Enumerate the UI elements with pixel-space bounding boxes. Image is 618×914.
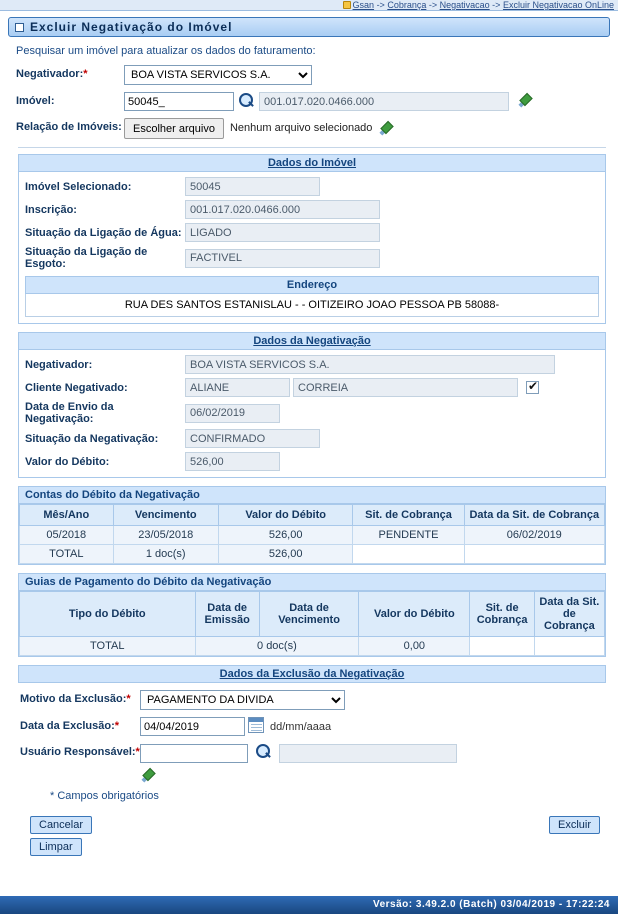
imovel-label: Imóvel: — [16, 95, 55, 107]
guias-pagamento-table-wrap — [18, 573, 606, 657]
breadcrumb-item-cobranca[interactable]: Cobrança — [387, 0, 427, 10]
cell: 526,00 — [218, 545, 353, 564]
dados-imovel-row-0 — [25, 177, 599, 196]
breadcrumb-sep-2: -> — [426, 0, 440, 10]
file-status-text: Nenhum arquivo selecionado — [229, 122, 373, 134]
cell: 06/02/2019 — [464, 526, 604, 545]
data-exclusao-label: Data da Exclusão:* — [20, 720, 120, 732]
calendar-icon[interactable] — [248, 717, 264, 733]
search-icon-usuario[interactable] — [255, 743, 272, 760]
left-buttons — [30, 816, 92, 860]
cell: TOTAL — [20, 637, 196, 656]
usuario-nome-display — [279, 744, 457, 763]
usuario-responsavel-row — [20, 743, 604, 783]
data-exclusao-row — [20, 717, 604, 736]
breadcrumb — [0, 0, 618, 11]
intro-text: Pesquisar um imóvel para atualizar os dados do faturamento: — [16, 45, 316, 57]
imovel-inscricao-display — [259, 92, 509, 111]
negativacao-row-1 — [25, 378, 599, 397]
relacao-imoveis-label: Relação de Imóveis: — [16, 121, 122, 133]
table-header-row — [20, 505, 605, 526]
label: Data de Envio da Negativação: — [25, 401, 114, 425]
dados-imovel-row-1 — [25, 200, 599, 219]
dados-imovel-panel — [18, 172, 606, 324]
contas-debito-table — [19, 504, 605, 564]
required-mark: * — [126, 693, 131, 705]
negativador-value — [185, 355, 555, 374]
situacao-negativacao-value — [185, 429, 320, 448]
gsan-icon — [343, 1, 351, 9]
cell — [534, 637, 604, 656]
label: Negativador: — [25, 358, 93, 371]
data-exclusao-input[interactable] — [140, 717, 245, 736]
cancel-button[interactable]: Cancelar — [30, 816, 92, 834]
guias-pagamento-title: Guias de Pagamento do Débito da Negativação — [19, 574, 605, 591]
motivo-exclusao-row — [20, 690, 604, 710]
required-fields-note: * Campos obrigatórios — [50, 789, 159, 802]
search-icon[interactable] — [238, 92, 255, 109]
breadcrumb-sep-1: -> — [374, 0, 388, 10]
pencil-icon-2[interactable] — [378, 120, 394, 136]
cliente-negativado-checkbox[interactable] — [526, 381, 539, 394]
label: Valor do Débito: — [25, 455, 110, 468]
negativacao-row-2 — [25, 401, 599, 425]
endereco-title: Endereço — [25, 276, 599, 294]
col-valor-debito: Valor do Débito — [218, 505, 353, 526]
situacao-agua-value — [185, 223, 380, 242]
right-buttons — [549, 816, 600, 834]
exclusao-panel — [16, 683, 608, 802]
contas-debito-table-wrap — [18, 486, 606, 565]
cell — [464, 545, 604, 564]
window-icon — [15, 23, 24, 32]
footer-version: Versão: 3.49.2.0 (Batch) 03/04/2019 - 17:22:24 — [0, 896, 618, 914]
main-content — [0, 37, 618, 860]
guias-pagamento-table — [19, 591, 605, 656]
motivo-exclusao-label: Motivo da Exclusão:* — [20, 693, 131, 705]
page-title: Excluir Negativação do Imóvel — [30, 20, 233, 34]
endereco-value: RUA DES SANTOS ESTANISLAU - - OITIZEIRO JOAO PESSOA PB 58088- — [25, 294, 599, 317]
negativacao-row-0 — [25, 355, 599, 374]
contas-debito-title: Contas do Débito da Negativação — [19, 487, 605, 504]
label: Cliente Negativado: — [25, 381, 128, 394]
cell: 1 doc(s) — [113, 545, 218, 564]
usuario-responsavel-label: Usuário Responsável:* — [20, 746, 140, 758]
usuario-pencil-wrap — [140, 767, 457, 783]
col-sit-cobranca: Sit. de Cobrança — [470, 592, 534, 637]
negativador-label: Negativador:* — [16, 68, 88, 80]
usuario-responsavel-input[interactable] — [140, 744, 248, 763]
negativador-row — [16, 65, 608, 85]
dados-imovel-row-3 — [25, 246, 599, 270]
table-row — [20, 526, 605, 545]
button-bar — [30, 816, 600, 860]
cell: 0,00 — [359, 637, 470, 656]
col-mes-ano: Mês/Ano — [20, 505, 114, 526]
dados-negativacao-panel — [18, 350, 606, 478]
cliente-negativado-nome — [185, 378, 290, 397]
table-row-total — [20, 637, 605, 656]
col-data-sit-cobranca: Data da Sit. de Cobrança — [464, 505, 604, 526]
col-data-sit-cobranca: Data da Sit. de Cobrança — [534, 592, 604, 637]
breadcrumb-item-negativacao[interactable]: Negativacao — [439, 0, 490, 10]
relacao-imoveis-row — [16, 118, 608, 139]
data-format-hint: dd/mm/aaaa — [270, 721, 332, 733]
usuario-field-group — [140, 743, 457, 783]
breadcrumb-sep-3: -> — [489, 0, 503, 10]
required-mark: * — [83, 68, 88, 80]
situacao-esgoto-value — [185, 249, 380, 268]
col-tipo-debito: Tipo do Débito — [20, 592, 196, 637]
window-title-bar — [8, 17, 610, 37]
label: Imóvel Selecionado: — [25, 180, 132, 193]
choose-file-button[interactable]: Escolher arquivo — [124, 118, 224, 139]
cell: PENDENTE — [353, 526, 464, 545]
breadcrumb-item-excluir-negativacao-online[interactable]: Excluir Negativacao OnLine — [502, 0, 614, 10]
label: Situação da Ligação de Esgoto: — [25, 246, 148, 270]
inscricao-value — [185, 200, 380, 219]
label: Situação da Ligação de Água: — [25, 226, 182, 239]
exclusao-title: Dados da Exclusão da Negativação — [18, 665, 606, 683]
col-data-emissao: Data de Emissão — [195, 592, 259, 637]
negativacao-row-4 — [25, 452, 599, 471]
cell — [353, 545, 464, 564]
table-header-row — [20, 592, 605, 637]
delete-button[interactable]: Excluir — [549, 816, 600, 834]
negativador-select[interactable] — [124, 65, 312, 85]
required-mark: * — [114, 720, 120, 732]
cell: TOTAL — [20, 545, 114, 564]
pencil-icon-3[interactable] — [140, 767, 156, 783]
imovel-input[interactable] — [124, 92, 234, 111]
col-sit-cobranca: Sit. de Cobrança — [353, 505, 464, 526]
cliente-negativado-sobrenome — [293, 378, 518, 397]
pencil-icon[interactable] — [517, 92, 533, 108]
divider — [18, 147, 606, 148]
valor-debito-value — [185, 452, 280, 471]
col-vencimento: Vencimento — [113, 505, 218, 526]
col-valor-debito: Valor do Débito — [359, 592, 470, 637]
data-envio-value — [185, 404, 280, 423]
imovel-selecionado-value — [185, 177, 320, 196]
dados-negativacao-title: Dados da Negativação — [18, 332, 606, 350]
table-row-total — [20, 545, 605, 564]
negativacao-row-3 — [25, 429, 599, 448]
label: Situação da Negativação: — [25, 432, 159, 445]
clear-button[interactable]: Limpar — [30, 838, 82, 856]
dados-imovel-row-2 — [25, 223, 599, 242]
cell — [470, 637, 534, 656]
col-data-vencimento: Data de Vencimento — [259, 592, 358, 637]
required-mark: * — [135, 746, 140, 758]
label: Inscrição: — [25, 203, 77, 216]
imovel-row — [16, 92, 608, 111]
dados-imovel-title: Dados do Imóvel — [18, 154, 606, 172]
cell: 05/2018 — [20, 526, 114, 545]
cell: 526,00 — [218, 526, 353, 545]
cell: 23/05/2018 — [113, 526, 218, 545]
motivo-exclusao-select[interactable] — [140, 690, 345, 710]
breadcrumb-item-gsan[interactable]: Gsan — [352, 0, 375, 10]
cell: 0 doc(s) — [195, 637, 359, 656]
